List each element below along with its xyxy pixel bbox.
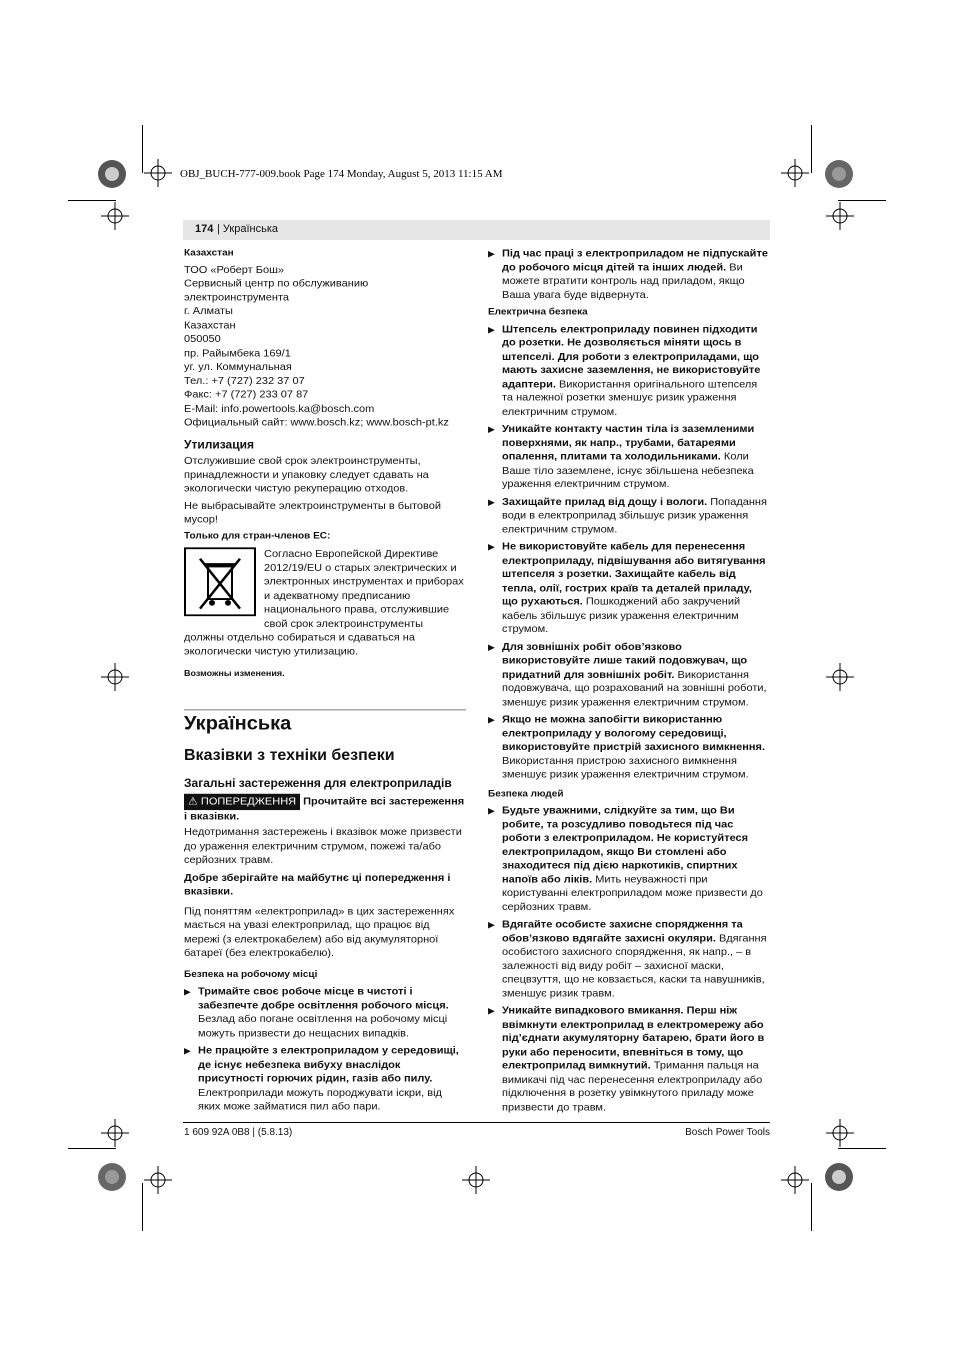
- crop-mark: [811, 125, 812, 173]
- address-line: Официальный сайт: www.bosch.kz; www.bosch-pt.kz: [184, 416, 449, 429]
- crosshair-icon: [144, 159, 172, 187]
- address-line: Факс: +7 (727) 233 07 87: [184, 388, 309, 401]
- address-line: Тел.: +7 (727) 232 37 07: [184, 375, 305, 387]
- safety-title: Вказівки з техніки безпеки: [184, 747, 395, 764]
- header-language: | Українська: [217, 223, 278, 235]
- paragraph: Недотримання застережень і вказівок може призвести до ураження електричним струмом, пожежі та/або серйозних травм.: [184, 826, 462, 866]
- bullet-triangle-icon: ▶: [488, 642, 495, 652]
- bullet-triangle-icon: ▶: [184, 986, 191, 997]
- registration-target-icon: [822, 157, 856, 191]
- list-item: ▶ Не працюйте з електроприладом у середовищі, де існує небезпека вибуху внаслідок присутності горючих рідин, газів або пилу. Електроприлади можуть породжувати іскри, від яких може займатися пил або пари.: [184, 1045, 459, 1113]
- work-safety-title: Безпека на робочому місці: [184, 968, 318, 980]
- util-text: Отслужившие свой срок электроинструменты, принадлежности и упаковку следует сдавать на экологически чистую рекуперацию отходов.: [184, 455, 429, 495]
- section-rule: [184, 709, 466, 710]
- crosshair-icon: [826, 1119, 854, 1147]
- crosshair-icon: [101, 663, 129, 691]
- bullet-triangle-icon: ▶: [488, 805, 495, 816]
- footer-rule: [183, 1122, 770, 1123]
- crosshair-icon: [101, 1119, 129, 1147]
- crop-mark: [838, 200, 886, 201]
- general-warnings-title: Загальні застереження для електроприладів: [184, 776, 452, 790]
- util-text2: Не выбрасывайте электроинструменты в бытовой мусор!: [184, 499, 442, 526]
- address-line: уг. ул. Коммунальная: [184, 361, 292, 373]
- address-line: ТОО «Роберт Бош»: [184, 263, 285, 276]
- left-column: [184, 247, 466, 1118]
- list-item: ▶ Будьте уважними, слідкуйте за тим, що Ви робите, та розсудливо поводьтеся під час роботи з електроприладом. Не користуйтеся електроприладом, якщо Ви стомлені або знаходитеся під дією наркотиків, спиртних напоїв або ліків. Мить неуважності при користуванні електроприладом може призвести до серйозних травм.: [488, 804, 763, 913]
- footer-code: 1 609 92A 0B8 | (5.8.13): [184, 1127, 293, 1138]
- crosshair-icon: [826, 202, 854, 230]
- crosshair-icon: [826, 663, 854, 691]
- address-line: 050050: [184, 333, 221, 345]
- util-title: Утилизация: [184, 437, 254, 451]
- address-line: Сервисный центр по обслуживанию электроинструмента: [184, 277, 369, 304]
- list-item: ▶ Вдягайте особисте захисне спорядження та обов’язково вдягайте захисні окуляри. Вдягання особистого захисного спорядження, як напр., – в залежності від виду робіт – захисної маски, спецвзуття, що не ковзається, каски та навушників, зменшує ризик травм.: [488, 918, 767, 999]
- crosshair-icon: [101, 202, 129, 230]
- people-safety-title: Безпека людей: [488, 788, 564, 799]
- bullet-triangle-icon: ▶: [488, 248, 495, 259]
- crop-mark: [68, 200, 116, 201]
- warning-label: ⚠ ПОПЕРЕДЖЕННЯ: [184, 794, 300, 810]
- list-item: ▶ Уникайте контакту частин тіла із заземленими поверхнями, як напр., трубами, батареями опалення, плитами та холодильниками. Коли Ваше тіло заземлене, існує збільшена небезпека ураження електричним струмом.: [488, 423, 755, 490]
- address-line: пр. Райымбека 169/1: [184, 347, 291, 359]
- bullet-triangle-icon: ▶: [488, 324, 495, 334]
- bullet-triangle-icon: ▶: [488, 424, 495, 434]
- address-line: г. Алматы: [184, 305, 233, 318]
- crop-mark: [142, 1183, 143, 1231]
- section-title: Українська: [184, 712, 292, 734]
- right-column: [488, 247, 770, 1118]
- list-item: ▶ Для зовнішніх робіт обов’язково використовуйте лише такий подовжувач, що придатний для зовнішніх робіт. Використання подовжувача, що розрахований на зовнішні роботи, зменшує ризик ураження електричним струмом.: [488, 641, 767, 708]
- bullet-triangle-icon: ▶: [488, 542, 495, 552]
- crop-mark: [811, 1183, 812, 1231]
- crop-mark: [68, 1148, 116, 1149]
- eu-title: Только для стран-членов ЕС:: [184, 530, 331, 542]
- list-item: ▶ Уникайте випадкового вмикання. Перш ніж ввімкнути електроприлад в електромережу або під’єднати акумуляторну батарею, брати його в руки або переносити, впевніться в тому, що електроприлад вимкнутий. Тримання пальця на вимикачі під час перенесення електроприладу або підключення в розетку увімкнутого приладу може призвести до травм.: [488, 1005, 765, 1113]
- kz-title: Казахстан: [184, 247, 234, 259]
- paragraph: Під поняттям «електроприлад» в цих застереженнях мається на увазі електроприлад, що працює від мережі (з електрокабелем) або від акумуляторної батареї (без електрокабелю).: [184, 905, 455, 959]
- print-info-line: OBJ_BUCH-777-009.book Page 174 Monday, August 5, 2013 11:15 AM: [180, 168, 503, 180]
- bullet-triangle-icon: ▶: [488, 497, 495, 507]
- warning-row: [184, 794, 466, 824]
- registration-target-icon: [822, 1160, 856, 1194]
- crosshair-icon: [462, 1166, 490, 1194]
- bullet-triangle-icon: ▶: [184, 1046, 191, 1056]
- paragraph-bold: Добре зберігайте на майбутнє ці попередження і вказівки.: [184, 871, 451, 898]
- electrical-safety-title: Електрична безпека: [488, 306, 588, 318]
- changes-note: Возможны изменения.: [184, 668, 285, 678]
- footer-brand: Bosch Power Tools: [685, 1127, 770, 1138]
- list-item: ▶ Не використовуйте кабель для перенесення електроприладу, підвішування або витягування штепселя з розетки. Захищайте кабель від тепла, олії, гострих країв та деталей приладу, що рухаються. Пошкоджений або закручений кабель збільшує ризик ураження електричним струмом.: [488, 541, 766, 636]
- crosshair-icon: [144, 1166, 172, 1194]
- address-line: E-Mail: info.powertools.ka@bosch.com: [184, 402, 375, 415]
- crossed-bin-icon: [184, 547, 256, 616]
- address-line: Казахстан: [184, 319, 236, 331]
- registration-target-icon: [95, 1160, 129, 1194]
- crop-mark: [142, 125, 143, 173]
- bullet-triangle-icon: ▶: [488, 714, 495, 725]
- crosshair-icon: [781, 1166, 809, 1194]
- list-item: ▶ Під час праці з електроприладом не підпускайте до робочого місця дітей та інших людей. Ви можете втратити контроль над приладом, якщо Ваша увага буде відвернута.: [488, 247, 768, 301]
- crosshair-icon: [781, 159, 809, 187]
- eu-block: [184, 547, 466, 658]
- list-item: ▶ Якщо не можна запобігти використанню електроприладу у вологому середовищі, використовуйте пристрій захисного вимкнення. Використання пристрою захисного вимкнення зменшує ризик ураження електричним струмом.: [488, 713, 766, 781]
- registration-target-icon: [95, 157, 129, 191]
- eu-text: Согласно Европейской Директиве 2012/19/EU о старых электрических и электронных инструментах и приборах и адекватному предписанию национального права, отслужившие свой срок электроинструменты должны отдельно собираться и сдаваться на экологически чистую утилизацию.: [184, 548, 464, 658]
- list-item: ▶ Штепсель електроприладу повинен підходити до розетки. Не дозволяється міняти щось в штепселі. Для роботи з електроприладами, що мають захисне заземлення, не використовуйте адаптери. Використання оригінального штепселя та належної розетки зменшує ризик ураження електричним струмом.: [488, 323, 761, 418]
- list-item: ▶ Захищайте прилад від дощу і вологи. Попадання води в електроприлад збільшує ризик ураження електричним струмом.: [488, 496, 767, 535]
- page-number: 174: [195, 223, 214, 235]
- kz-address: [184, 263, 466, 430]
- list-item: ▶ Тримайте своє робоче місце в чистоті і забезпечте добре освітлення робочого місця. Безлад або погане освітлення на робочому місці можуть призвести до нещасних випадків.: [184, 985, 449, 1039]
- warning-text: Прочитайте всі застереження і вказівки.: [184, 795, 465, 823]
- crop-mark: [838, 1148, 886, 1149]
- bullet-triangle-icon: ▶: [488, 1006, 495, 1016]
- bullet-triangle-icon: ▶: [488, 919, 495, 930]
- page-header: [183, 220, 770, 240]
